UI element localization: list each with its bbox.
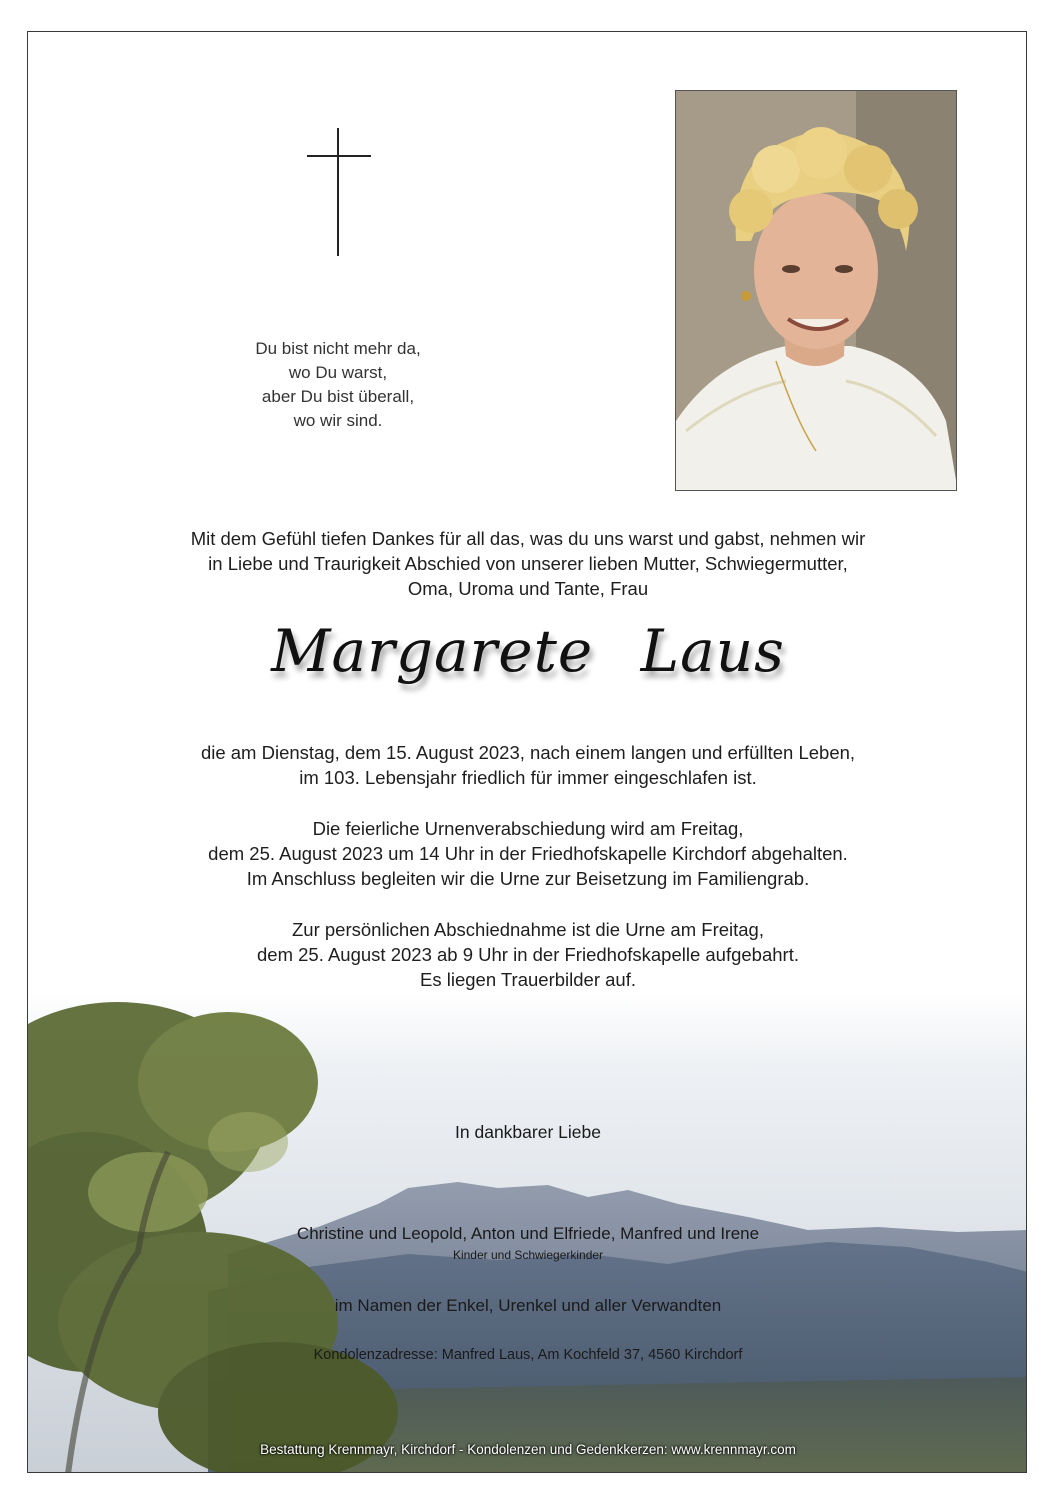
intro-line: in Liebe und Traurigkeit Abschied von unserer lieben Mutter, Schwiegermutter, (208, 553, 848, 574)
relatives-line: im Namen der Enkel, Urenkel und aller Verwandten (334, 1296, 722, 1315)
ceremony-line: dem 25. August 2023 um 14 Uhr in der Friedhofskapelle Kirchdorf abgehalten. (208, 843, 848, 864)
intro-line: Mit dem Gefühl tiefen Dankes für all das, was du uns warst und gabst, nehmen wir (190, 528, 866, 549)
death-notice-line: die am Dienstag, dem 15. August 2023, nach einem langen und erfüllten Leben, (200, 742, 856, 763)
deceased-name (28, 617, 1027, 685)
intro-text (28, 526, 1027, 601)
poem-line: wo Du warst, (288, 363, 388, 382)
death-notice (28, 740, 1027, 790)
first-name: Margarete (271, 617, 594, 685)
dedication: In dankbarer Liebe (455, 1122, 601, 1142)
poem-line: wo wir sind. (293, 411, 383, 430)
poem-line: aber Du bist überall, (261, 387, 415, 406)
footer-text: Bestattung Krennmayr, Kirchdorf - Kondolenzen und Gedenkkerzen: www.krennmayr.com (260, 1442, 796, 1457)
children-names: Christine und Leopold, Anton und Elfriede, Manfred und Irene (296, 1224, 760, 1243)
poem (208, 337, 468, 433)
cross-icon (307, 128, 371, 256)
farewell-text (28, 917, 1027, 992)
portrait-photo (675, 90, 957, 491)
portrait-illustration (676, 91, 957, 491)
farewell-line: Es liegen Trauerbilder auf. (420, 969, 636, 990)
condolence-address: Kondolenzadresse: Manfred Laus, Am Kochfeld 37, 4560 Kirchdorf (313, 1347, 743, 1363)
last-name: Laus (640, 617, 785, 685)
death-notice-line: im 103. Lebensjahr friedlich für immer eingeschlafen ist. (299, 767, 757, 788)
ceremony-text (28, 816, 1027, 891)
obituary-card (27, 31, 1027, 1473)
ceremony-line: Die feierliche Urnenverabschiedung wird am Freitag, (312, 818, 744, 839)
poem-line: Du bist nicht mehr da, (255, 339, 421, 358)
children-caption: Kinder und Schwiegerkinder (452, 1248, 604, 1262)
ceremony-line: Im Anschluss begleiten wir die Urne zur Beisetzung im Familiengrab. (246, 868, 810, 889)
farewell-line: dem 25. August 2023 ab 9 Uhr in der Friedhofskapelle aufgebahrt. (257, 944, 799, 965)
farewell-line: Zur persönlichen Abschiednahme ist die Urne am Freitag, (292, 919, 764, 940)
intro-line: Oma, Uroma und Tante, Frau (407, 578, 649, 599)
